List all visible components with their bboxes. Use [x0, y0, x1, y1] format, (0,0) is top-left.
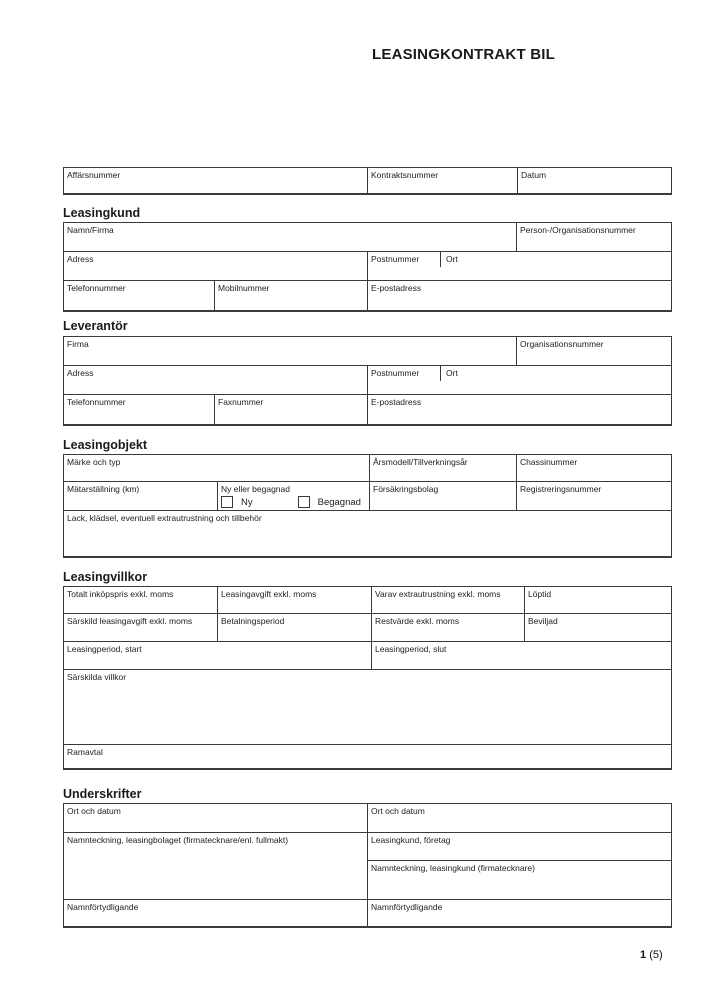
field-totalt-inkopspris[interactable]: [64, 587, 218, 613]
field-forsakringsbolag[interactable]: [370, 482, 517, 510]
top-id-table: [63, 167, 672, 195]
field-label: Namnteckning, leasingkund (firmatecknare): [371, 863, 535, 873]
field-label: Person-/Organisationsnummer: [520, 225, 636, 235]
partial-divider: [440, 366, 441, 381]
field-loptid[interactable]: [525, 587, 671, 613]
field-ort-och-datum-right[interactable]: [368, 804, 671, 833]
underskrifter-table: [63, 803, 672, 928]
signature-column-lessor: [64, 804, 368, 926]
field-label: Telefonnummer: [67, 283, 126, 293]
field-label: Märke och typ: [67, 457, 121, 467]
field-label: Totalt inköpspris exkl. moms: [67, 589, 174, 599]
field-label: Ny eller begagnad: [221, 484, 290, 494]
field-label: Ort: [446, 254, 458, 264]
field-telefonnummer[interactable]: [64, 281, 215, 310]
ny-checkbox-label: Ny: [241, 496, 253, 508]
field-leasingavgift[interactable]: [218, 587, 372, 613]
leasingobjekt-table: [63, 454, 672, 558]
field-kontraktsnummer[interactable]: [368, 168, 518, 193]
field-ramavtal[interactable]: [64, 745, 671, 768]
section-heading-leasingvillkor: Leasingvillkor: [63, 570, 148, 584]
leasingkund-table: [63, 222, 672, 312]
field-firma[interactable]: [64, 337, 517, 365]
field-label: Firma: [67, 339, 89, 349]
field-label: Adress: [67, 254, 94, 264]
field-affarsnummer[interactable]: [64, 168, 368, 193]
field-label: Namnförtydligande: [371, 902, 443, 912]
field-varav-extrautrustning[interactable]: [372, 587, 525, 613]
field-label: Namnteckning, leasingbolaget (firmatecknare/enl. fullmakt): [67, 835, 289, 845]
field-namn-firma[interactable]: [64, 223, 517, 251]
field-sarskilda-villkor[interactable]: [64, 670, 671, 744]
field-adress[interactable]: [64, 366, 368, 394]
field-person-orgnr[interactable]: [517, 223, 671, 251]
field-ort[interactable]: [440, 366, 671, 394]
page-number-current: 1: [640, 949, 647, 961]
section-heading-underskrifter: Underskrifter: [63, 787, 142, 801]
field-label: Leasingavgift exkl. moms: [221, 589, 317, 599]
field-epostadress[interactable]: [368, 395, 671, 424]
field-leasingkund-foretag[interactable]: [368, 833, 671, 861]
field-adress[interactable]: [64, 252, 368, 280]
field-label: E-postadress: [371, 397, 422, 407]
page-number: [640, 949, 663, 961]
field-label: Organisationsnummer: [520, 339, 604, 349]
field-namnfortydligande-right[interactable]: [368, 900, 671, 926]
section-heading-leverantor: Leverantör: [63, 319, 128, 333]
begagnad-checkbox-label: Begagnad: [317, 496, 361, 508]
field-label: Mätarställning (km): [67, 484, 140, 494]
field-label: Adress: [67, 368, 94, 378]
field-faxnummer[interactable]: [215, 395, 368, 424]
field-label: Beviljad: [528, 616, 558, 626]
field-label: E-postadress: [371, 283, 422, 293]
field-matarstallning[interactable]: [64, 482, 218, 510]
field-label: Ramavtal: [67, 747, 103, 757]
field-label: Postnummer: [371, 368, 420, 378]
begagnad-checkbox[interactable]: [298, 496, 310, 508]
field-ort-och-datum-left[interactable]: [64, 804, 367, 833]
field-label: Varav extrautrustning exkl. moms: [375, 589, 501, 599]
field-label: Lack, klädsel, eventuell extrautrustning och tillbehör: [67, 513, 262, 523]
field-label: Restvärde exkl. moms: [375, 616, 460, 626]
field-namnteckning-leasingkund[interactable]: [368, 861, 671, 900]
ny-checkbox[interactable]: [221, 496, 233, 508]
page-number-total: (5): [649, 949, 663, 961]
field-label: Särskilda villkor: [67, 672, 127, 682]
field-label: Leasingkund, företag: [371, 835, 451, 845]
field-betalningsperiod[interactable]: [218, 614, 372, 641]
field-registreringsnummer[interactable]: [517, 482, 671, 510]
field-label: Faxnummer: [218, 397, 264, 407]
leasingvillkor-table: [63, 586, 672, 770]
signature-column-lessee: [368, 804, 671, 926]
field-datum[interactable]: [518, 168, 671, 193]
field-sarskild-leasingavgift[interactable]: [64, 614, 218, 641]
field-label: Särskild leasingavgift exkl. moms: [67, 616, 193, 626]
field-label: Affärsnummer: [67, 170, 121, 180]
section-heading-leasingobjekt: Leasingobjekt: [63, 438, 148, 452]
field-label: Mobilnummer: [218, 283, 270, 293]
field-leasingperiod-start[interactable]: [64, 642, 372, 669]
field-label: Betalningsperiod: [221, 616, 285, 626]
field-namnteckning-leasingbolaget[interactable]: [64, 833, 367, 900]
field-label: Postnummer: [371, 254, 420, 264]
field-leasingperiod-slut[interactable]: [372, 642, 671, 669]
field-ny-eller-begagnad: [218, 482, 370, 510]
field-postnummer[interactable]: [368, 366, 440, 394]
field-label: Löptid: [528, 589, 552, 599]
field-chassinummer[interactable]: [517, 455, 671, 481]
field-label: Årsmodell/Tillverkningsår: [373, 457, 468, 467]
field-label: Registreringsnummer: [520, 484, 602, 494]
page-title: LEASINGKONTRAKT BIL: [372, 46, 555, 63]
field-postnummer[interactable]: [368, 252, 440, 280]
leverantor-table: [63, 336, 672, 426]
field-beviljad[interactable]: [525, 614, 671, 641]
field-label: Namnförtydligande: [67, 902, 139, 912]
field-orgnr[interactable]: [517, 337, 671, 365]
field-namnfortydligande-left[interactable]: [64, 900, 367, 926]
field-label: Ort: [446, 368, 458, 378]
section-heading-leasingkund: Leasingkund: [63, 206, 141, 220]
field-label: Datum: [521, 170, 547, 180]
field-label: Ort och datum: [371, 806, 425, 816]
field-lack-extrautrustning[interactable]: [64, 511, 671, 556]
field-label: Leasingperiod, slut: [375, 644, 447, 654]
field-label: Försäkringsbolag: [373, 484, 439, 494]
field-label: Chassinummer: [520, 457, 578, 467]
field-arsmodell[interactable]: [370, 455, 517, 481]
field-mobilnummer[interactable]: [215, 281, 368, 310]
field-label: Telefonnummer: [67, 397, 126, 407]
field-label: Ort och datum: [67, 806, 121, 816]
field-label: Leasingperiod, start: [67, 644, 142, 654]
partial-divider: [440, 252, 441, 267]
field-label: Namn/Firma: [67, 225, 114, 235]
field-ort[interactable]: [440, 252, 671, 280]
field-restvarde[interactable]: [372, 614, 525, 641]
field-marke-och-typ[interactable]: [64, 455, 370, 481]
field-label: Kontraktsnummer: [371, 170, 439, 180]
field-epostadress[interactable]: [368, 281, 671, 310]
field-telefonnummer[interactable]: [64, 395, 215, 424]
